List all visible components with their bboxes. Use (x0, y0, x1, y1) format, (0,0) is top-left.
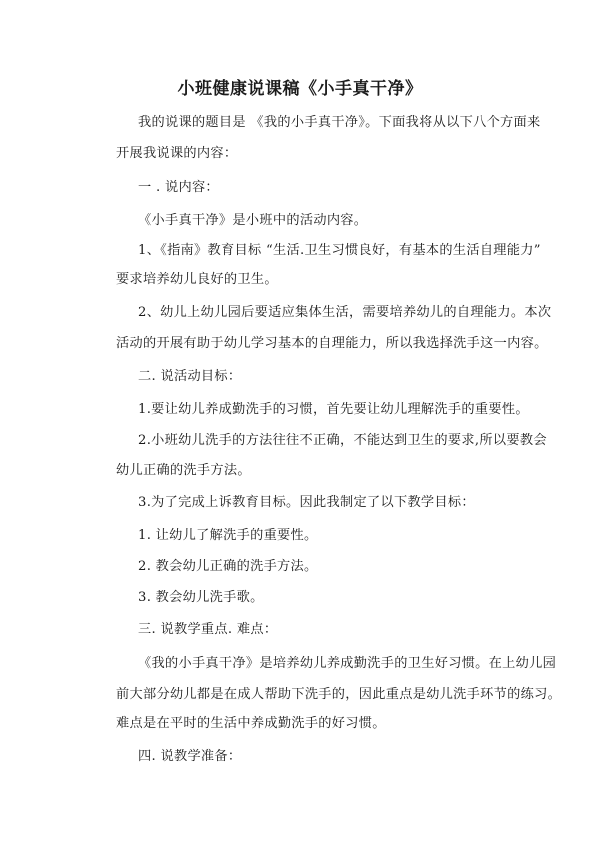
paragraph-line: 2.小班幼儿洗手的方法往往不正确，不能达到卫生的要求,所以要教会 (138, 433, 547, 448)
paragraph-line: 《小手真干净》是小班中的活动内容。 (138, 213, 368, 228)
section-heading: 三. 说教学重点. 难点： (138, 622, 278, 637)
paragraph-line: 活动的开展有助于幼儿学习基本的自理能力，所以我选择洗手这一内容。 (116, 336, 548, 351)
paragraph-line: 前大部分幼儿都是在成人帮助下洗手的，因此重点是幼儿洗手环节的练习。 (116, 687, 562, 702)
paragraph-line: 幼儿正确的洗手方法。 (116, 463, 251, 478)
paragraph-line: 我的说课的题目是 《我的小手真干净》。下面我将从以下八个方面来 (138, 115, 541, 130)
document-title: 小班健康说课稿《小手真干净》 (177, 79, 423, 99)
paragraph-line: 要求培养幼儿良好的卫生。 (116, 272, 278, 287)
paragraph-line: 3.为了完成上诉教育目标。因此我制定了以下教学目标： (138, 495, 475, 510)
paragraph-line: 1.要让幼儿养成勤洗手的习惯，首先要让幼儿理解洗手的重要性。 (138, 402, 529, 417)
section-heading: 一 . 说内容： (138, 180, 219, 195)
list-item: 3. 教会幼儿洗手歌。 (138, 590, 264, 605)
section-heading: 四. 说教学准备： (138, 749, 242, 764)
paragraph-line: 1、《指南》教育目标 “生活.卫生习惯良好，有基本的生活自理能力” (138, 243, 541, 258)
paragraph-line: 难点是在平时的生活中养成勤洗手的好习惯。 (116, 716, 386, 731)
paragraph-line: 开展我说课的内容： (116, 146, 238, 161)
list-item: 1. 让幼儿了解洗手的重要性。 (138, 528, 318, 543)
list-item: 2. 教会幼儿正确的洗手方法。 (138, 559, 318, 574)
section-heading: 二. 说活动目标： (138, 369, 242, 384)
paragraph-line: 2、幼儿上幼儿园后要适应集体生活，需要培养幼儿的自理能力。本次 (138, 305, 552, 320)
paragraph-line: 《我的小手真干净》是培养幼儿养成勤洗手的卫生好习惯。在上幼儿园 (138, 656, 557, 671)
